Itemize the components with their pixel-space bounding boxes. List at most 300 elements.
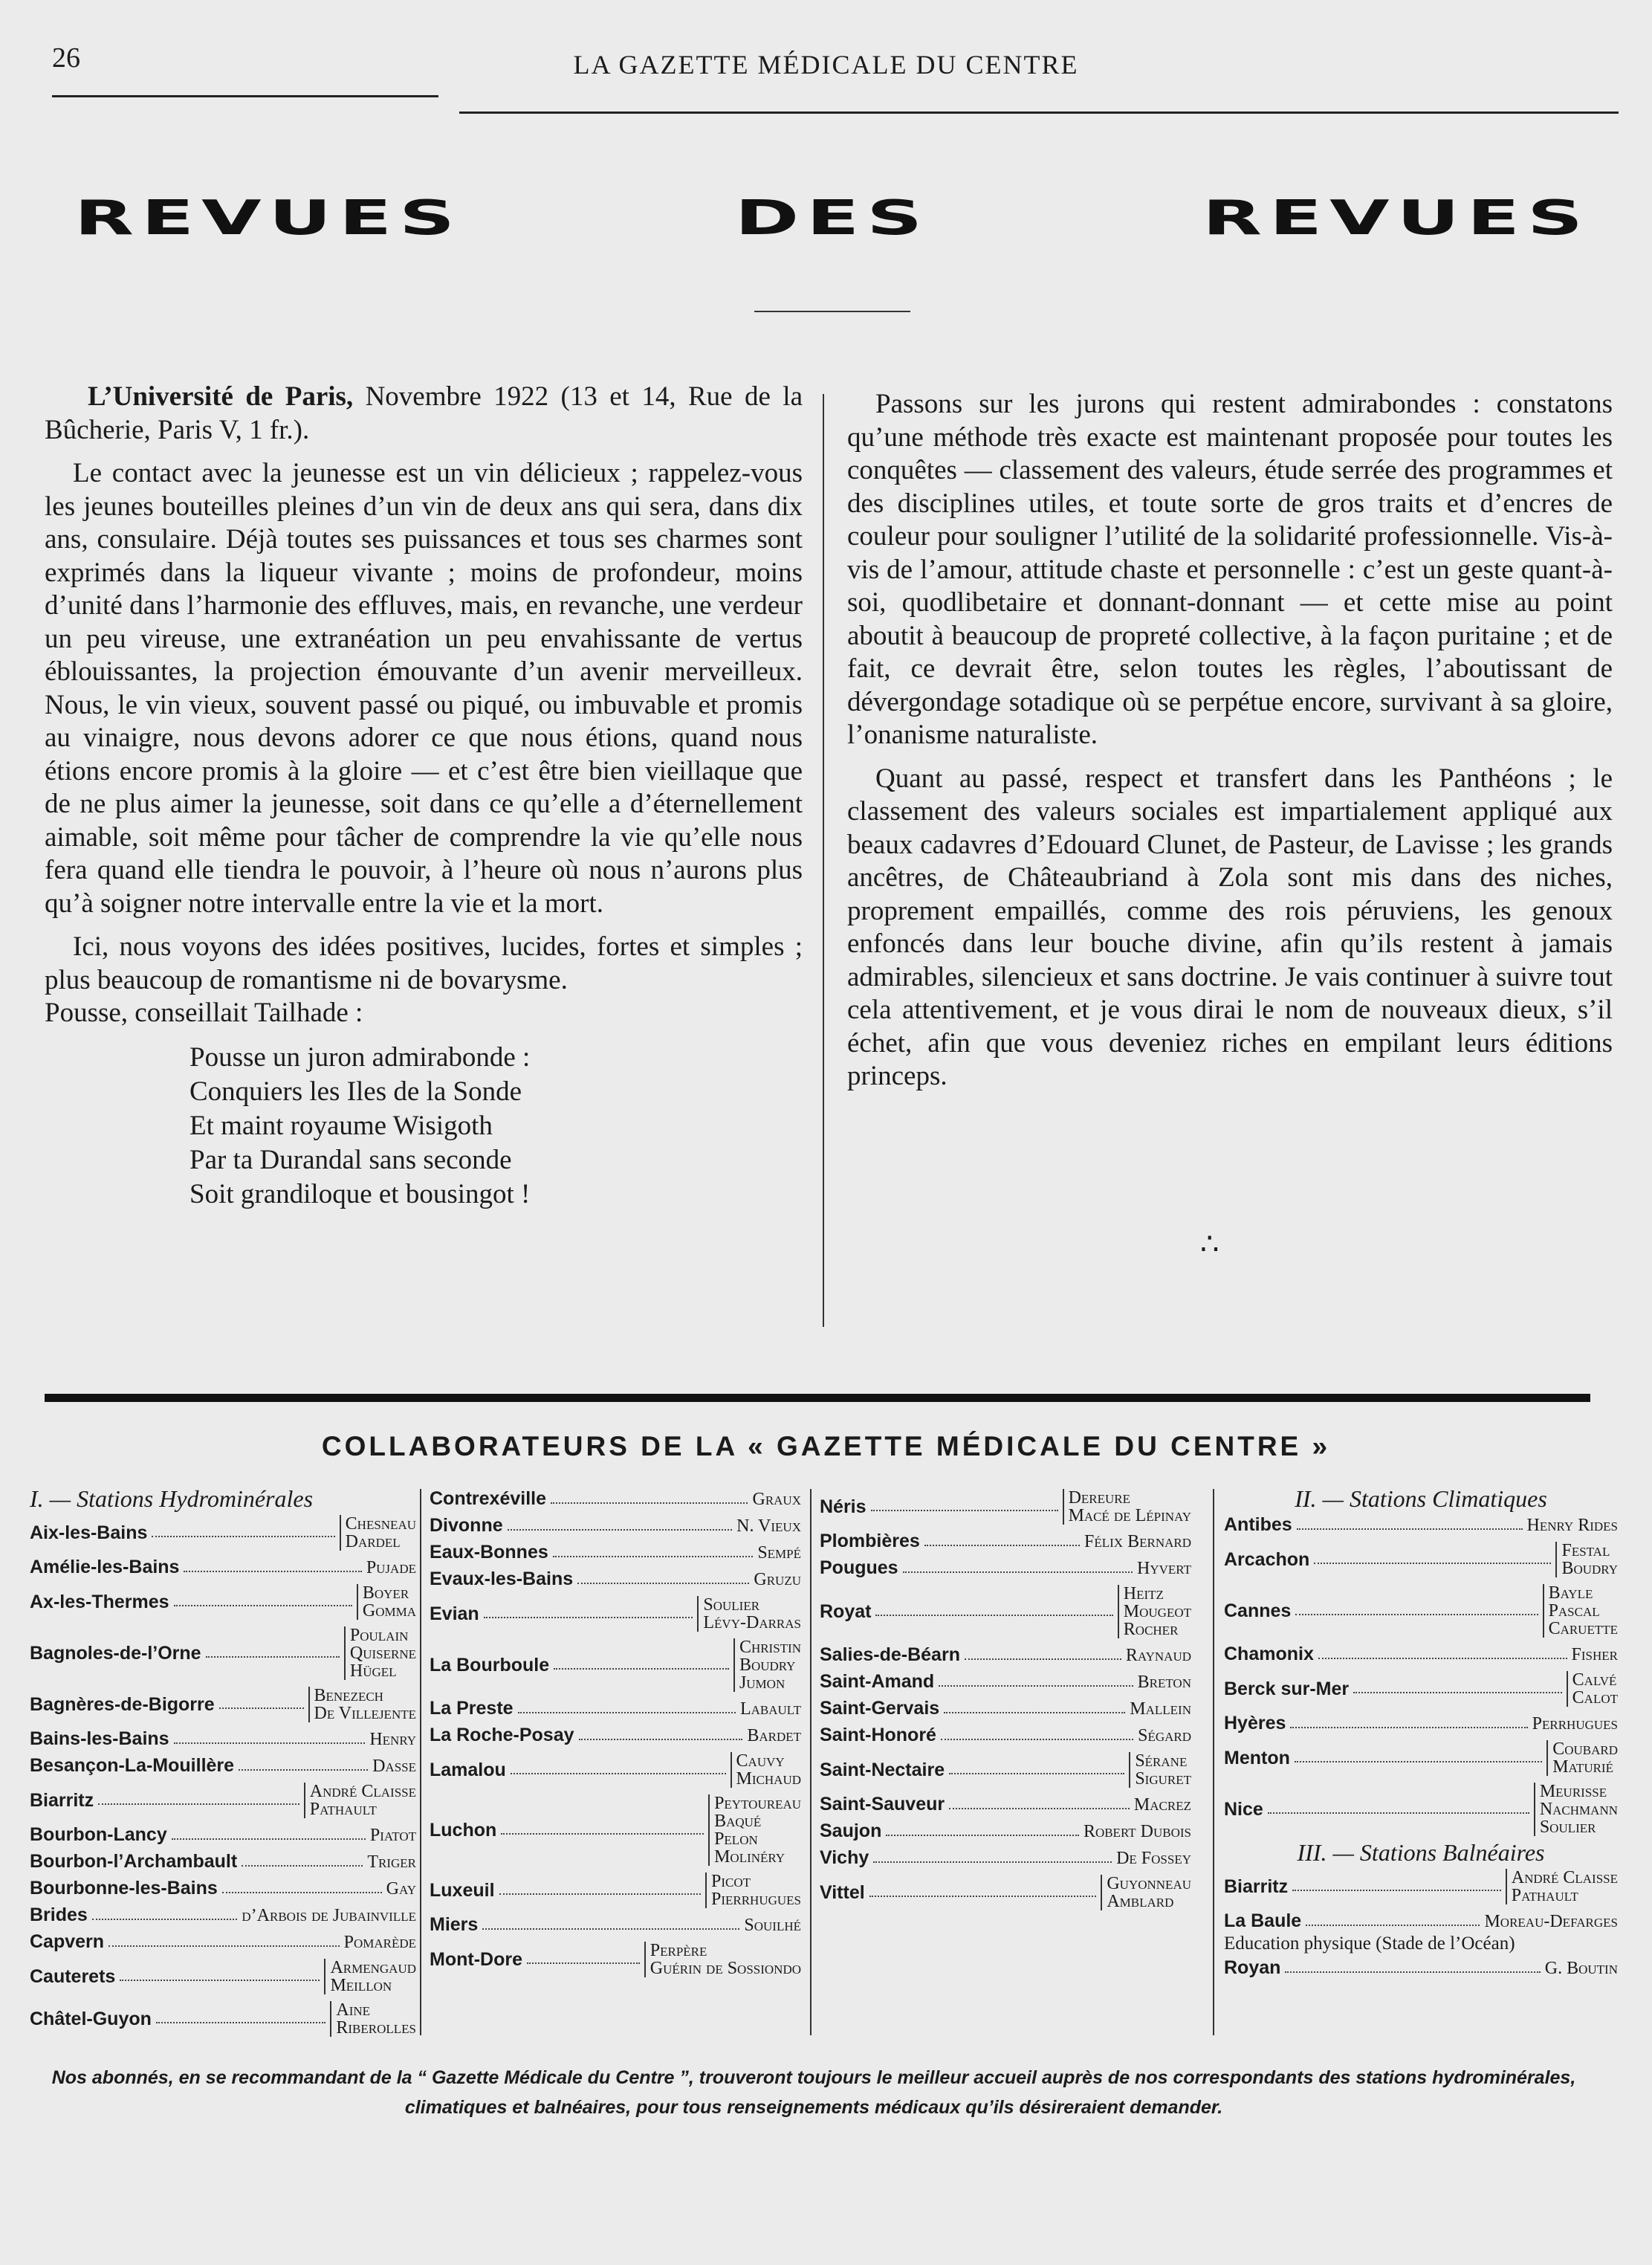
station-name: Saint-Gervais bbox=[820, 1698, 940, 1719]
station-name: Châtel-Guyon bbox=[30, 2008, 152, 2029]
leader-dots bbox=[965, 1651, 1121, 1660]
correspondent-names bbox=[744, 1916, 801, 1934]
correspondent-name: Lévy-Darras bbox=[703, 1613, 801, 1632]
station-list bbox=[820, 1489, 1191, 1910]
correspondent-name: Sempé bbox=[757, 1542, 801, 1563]
station-name: Chamonix bbox=[1224, 1644, 1314, 1664]
station-entry bbox=[30, 2001, 416, 2037]
correspondent-name: André Claisse bbox=[309, 1782, 416, 1801]
correspondent-name: Guérin de Sossiondo bbox=[650, 1959, 801, 1978]
station-name: Brides bbox=[30, 1904, 88, 1925]
leader-dots bbox=[527, 1955, 640, 1964]
station-name: Salies-de-Béarn bbox=[820, 1644, 960, 1665]
correspondent-names bbox=[697, 1596, 801, 1632]
station-entry bbox=[30, 1878, 416, 1899]
correspondent-names bbox=[1101, 1875, 1191, 1910]
station-entry bbox=[1224, 1515, 1618, 1535]
correspondent-names bbox=[1137, 1560, 1191, 1577]
correspondent-name: Labault bbox=[739, 1699, 801, 1719]
correspondent-name: De Fossey bbox=[1116, 1848, 1191, 1868]
header-rule-right bbox=[459, 112, 1619, 114]
station-name: Aix-les-Bains bbox=[30, 1522, 148, 1543]
station-entry bbox=[30, 1515, 416, 1551]
correspondent-name: Siguret bbox=[1135, 1769, 1191, 1789]
station-entry bbox=[1224, 1783, 1618, 1836]
correspondent-names bbox=[340, 1515, 416, 1551]
leader-dots bbox=[1292, 1882, 1501, 1891]
correspondent-name: Ségard bbox=[1138, 1725, 1191, 1745]
article-paragraph: Ici, nous voyons des idées positives, lucides, fortes et simples ; plus beaucoup de romantisme ni de bovarysme. bbox=[45, 931, 803, 995]
station-name: Eaux-Bonnes bbox=[430, 1542, 548, 1563]
correspondent-name: Perrhugues bbox=[1532, 1713, 1618, 1734]
correspondent-name: Sérane bbox=[1135, 1751, 1188, 1771]
leader-dots bbox=[924, 1537, 1080, 1546]
leader-dots bbox=[871, 1502, 1058, 1511]
correspondent-name: Dasse bbox=[372, 1756, 416, 1776]
leader-dots bbox=[1318, 1650, 1567, 1659]
correspondent-name: Dereure bbox=[1068, 1488, 1131, 1508]
station-name: Mont-Dore bbox=[430, 1948, 522, 1970]
correspondent-names bbox=[242, 1907, 416, 1925]
station-entry bbox=[30, 1825, 416, 1845]
leader-dots bbox=[242, 1858, 363, 1867]
station-name: La Baule bbox=[1224, 1910, 1302, 1931]
correspondent-names bbox=[733, 1638, 801, 1692]
station-entry bbox=[430, 1596, 801, 1632]
leader-dots bbox=[949, 1800, 1130, 1809]
station-name: Divonne bbox=[430, 1515, 503, 1536]
station-entry bbox=[430, 1489, 801, 1509]
section-separator bbox=[45, 1394, 1590, 1402]
station-name: Saint-Amand bbox=[820, 1671, 935, 1692]
correspondent-names bbox=[1534, 1783, 1618, 1836]
station-name: Bourbon-Lancy bbox=[30, 1824, 167, 1845]
correspondent-names bbox=[1138, 1727, 1191, 1745]
article-paragraph: Quant au passé, respect et transfert dans les Panthéons ; le classement des valeurs sociales est impartialement appliqué aux beaux cadavres d’Edouard Clunet, de Pasteur, de Lavisse ; les grands ancêtres, de Châteaubriand à Zola sont mis dans des niches, proprement empaillés, comme des rois péruviens, les genoux enfoncés dans leur bouche divine, afin qu’ils restent à jamais admirables, silencieux et sans doctrine. Je vais continuer à suivre tout cela attentivement, et je vous dirai le nom de nouveaux dieux, s’il échet, afin que vous deveniez riches en empilant leurs éditions princeps. bbox=[847, 763, 1613, 1091]
leader-dots bbox=[939, 1678, 1133, 1687]
article-left-column bbox=[45, 381, 803, 1212]
correspondent-names bbox=[731, 1752, 801, 1788]
subscribers-note: Nos abonnés, en se recommandant de la “ Gazette Médicale du Centre ”, trouveront toujours le meilleur accueil auprès de nos correspondants des stations hydrominérales, climatiques et balnéaires, pour tous renseignements médicaux qu’ils désireraient demander. bbox=[51, 2067, 1576, 2118]
leader-dots bbox=[1290, 1719, 1527, 1728]
correspondent-name: Pujade bbox=[366, 1557, 416, 1577]
article-lead bbox=[45, 381, 803, 447]
correspondent-names bbox=[752, 1490, 801, 1508]
correspondent-name: Chesneau bbox=[345, 1514, 416, 1534]
correspondent-name: Mougeot bbox=[1123, 1602, 1191, 1621]
correspondent-names bbox=[1116, 1849, 1191, 1867]
correspondent-name: Hügel bbox=[349, 1661, 397, 1681]
review-source-title: L’Université de Paris, bbox=[88, 381, 354, 412]
correspondent-name: Armengaud bbox=[330, 1958, 416, 1977]
station-entry bbox=[30, 1729, 416, 1749]
station-name: Contrexéville bbox=[430, 1488, 547, 1509]
station-name: Saint-Honoré bbox=[820, 1725, 936, 1745]
correspondent-name: Bayle bbox=[1548, 1583, 1593, 1603]
station-list bbox=[1224, 1869, 1618, 1931]
station-entry bbox=[820, 1875, 1191, 1910]
correspondent-name: Quiserne bbox=[349, 1644, 416, 1663]
correspondent-name: Boyer bbox=[362, 1583, 409, 1603]
station-name: Besançon-La-Mouillère bbox=[30, 1755, 235, 1776]
collaborators-column-2 bbox=[430, 1489, 801, 1984]
leader-dots bbox=[941, 1731, 1133, 1740]
correspondent-name: Gomma bbox=[362, 1601, 416, 1621]
correspondent-name: Moreau-Defarges bbox=[1484, 1911, 1618, 1931]
station-name: Vichy bbox=[820, 1847, 869, 1868]
article-right-column bbox=[847, 388, 1613, 1104]
correspondent-names bbox=[386, 1880, 416, 1898]
leader-dots bbox=[944, 1705, 1125, 1713]
header-rule-left bbox=[52, 95, 438, 97]
station-entry bbox=[430, 1699, 801, 1719]
station-name: Arcachon bbox=[1224, 1548, 1310, 1570]
station-list bbox=[30, 1515, 416, 2037]
leader-dots bbox=[499, 1886, 701, 1895]
station-name: Hyères bbox=[1224, 1713, 1286, 1734]
leader-dots bbox=[482, 1921, 739, 1930]
leader-dots bbox=[98, 1796, 299, 1805]
correspondent-name: Gruzu bbox=[754, 1569, 801, 1589]
correspondent-name: N. Vieux bbox=[736, 1516, 801, 1536]
correspondent-names bbox=[1543, 1584, 1618, 1638]
section-seaside: III. — Stations Balnéaires bbox=[1297, 1839, 1545, 1866]
leader-dots bbox=[551, 1495, 748, 1504]
leader-dots bbox=[152, 1528, 334, 1537]
poem-line: Pousse un juron admirabonde : bbox=[190, 1041, 531, 1073]
station-name: Luchon bbox=[430, 1819, 497, 1841]
station-entry bbox=[1224, 1958, 1618, 1978]
correspondent-name: Cauvy bbox=[736, 1751, 785, 1771]
correspondent-name: Maturié bbox=[1552, 1757, 1613, 1777]
correspondent-names bbox=[367, 1853, 416, 1871]
leader-dots bbox=[239, 1762, 368, 1771]
station-name: Royan bbox=[1224, 1957, 1281, 1978]
correspondent-name: Nachmann bbox=[1539, 1800, 1618, 1819]
correspondent-name: Pomarède bbox=[343, 1932, 416, 1952]
correspondent-name: Félix Bernard bbox=[1084, 1531, 1191, 1551]
correspondent-names bbox=[357, 1584, 416, 1620]
correspondent-name: De Villejente bbox=[314, 1704, 416, 1723]
station-name: La Roche-Posay bbox=[430, 1725, 574, 1745]
correspondent-name: Pelon bbox=[714, 1829, 758, 1849]
correspondent-name: Graux bbox=[752, 1489, 801, 1509]
station-entry bbox=[1224, 1671, 1618, 1707]
station-entry bbox=[820, 1672, 1191, 1692]
correspondent-name: Piatot bbox=[369, 1825, 416, 1845]
correspondent-name: d’Arbois de Jubainville bbox=[242, 1905, 416, 1925]
poem-line: Et maint royaume Wisigoth bbox=[190, 1110, 493, 1141]
correspondent-name: Guyonneau bbox=[1107, 1874, 1191, 1893]
correspondent-names bbox=[324, 1959, 416, 1994]
station-entry bbox=[430, 1725, 801, 1745]
station-name: Néris bbox=[820, 1496, 867, 1517]
station-entry bbox=[820, 1725, 1191, 1745]
correspondent-names bbox=[1063, 1489, 1191, 1525]
correspondent-name: Pierrhugues bbox=[710, 1890, 801, 1909]
correspondent-names bbox=[372, 1757, 416, 1775]
correspondent-name: Breton bbox=[1137, 1672, 1191, 1692]
station-name: Bourbon-l’Archambault bbox=[30, 1851, 238, 1872]
correspondent-names bbox=[754, 1571, 801, 1589]
station-entry bbox=[1224, 1584, 1618, 1638]
correspondent-name: Benezech bbox=[314, 1686, 383, 1705]
correspondent-names bbox=[1545, 1959, 1618, 1977]
section-hydromineral: I. — Stations Hydrominérales bbox=[30, 1485, 314, 1512]
column-divider bbox=[810, 1489, 812, 2035]
correspondent-name: Christin bbox=[739, 1638, 801, 1657]
leader-dots bbox=[156, 2014, 325, 2023]
leader-dots bbox=[553, 1548, 754, 1557]
station-entry bbox=[820, 1794, 1191, 1815]
physical-education-line: Education physique (Stade de l’Océan) bbox=[1224, 1933, 1515, 1954]
correspondent-name: Souilhé bbox=[744, 1915, 801, 1935]
correspondent-names bbox=[1134, 1796, 1191, 1814]
station-name: Evian bbox=[430, 1603, 479, 1624]
station-name: Luxeuil bbox=[430, 1879, 495, 1901]
correspondent-name: Dardel bbox=[345, 1532, 401, 1551]
correspondent-name: Pascal bbox=[1548, 1601, 1600, 1621]
station-name: Vittel bbox=[820, 1881, 865, 1903]
station-name: Cannes bbox=[1224, 1600, 1292, 1621]
column-divider bbox=[420, 1489, 421, 2035]
correspondent-names bbox=[369, 1731, 416, 1748]
station-name: Biarritz bbox=[30, 1789, 94, 1811]
article-paragraph: Passons sur les jurons qui restent admirabondes : constatons qu’une méthode très exacte est maintenant proposée pour toutes les conquêtes — classement des valeurs, étude serrée des programmes et des disciplines utiles, et toute sorte de gros traits et d’encres de couleur pour souligner l’utilité de la solidarité professionnelle. Vis-à-vis de l’amour, attitude chaste et personnelle : c’est un geste quant-à-soi, quodlibetaire et donnant-donnant — et cette mise au point aboutit à beaucoup de propreté collective, à la façon puritaine ; et de fait, ce devrait être, selon toutes les règles, l’aboutissant de dévergondage sotadique où se perpétue encore, survivant à sa gloire, l’onanisme naturaliste. bbox=[847, 389, 1613, 750]
leader-dots bbox=[108, 1938, 340, 1947]
station-entry bbox=[430, 1542, 801, 1563]
station-entry bbox=[30, 1852, 416, 1872]
correspondent-name: G. Boutin bbox=[1544, 1958, 1618, 1978]
correspondent-name: Rocher bbox=[1123, 1620, 1179, 1639]
correspondent-names bbox=[1567, 1671, 1618, 1707]
section-climatic: II. — Stations Climatiques bbox=[1295, 1485, 1547, 1512]
correspondent-name: Hyvert bbox=[1137, 1558, 1191, 1578]
leader-dots bbox=[219, 1700, 304, 1709]
correspondent-name: Baqué bbox=[714, 1812, 762, 1831]
correspondent-name: Gay bbox=[386, 1878, 416, 1899]
station-entry bbox=[820, 1558, 1191, 1578]
correspondent-name: Pathault bbox=[309, 1800, 377, 1819]
station-entry bbox=[430, 1794, 801, 1866]
station-name: Bagnoles-de-l’Orne bbox=[30, 1642, 201, 1664]
leader-dots bbox=[1268, 1805, 1529, 1814]
collaborators-column-1 bbox=[30, 1485, 416, 2043]
leader-dots bbox=[949, 1765, 1124, 1774]
correspondent-names bbox=[1506, 1869, 1618, 1904]
station-entry bbox=[430, 1915, 801, 1935]
leader-dots bbox=[92, 1911, 238, 1920]
leader-dots bbox=[511, 1765, 726, 1774]
correspondent-name: Fisher bbox=[1571, 1644, 1618, 1664]
correspondent-name: Michaud bbox=[736, 1769, 801, 1789]
running-title: LA GAZETTE MÉDICALE DU CENTRE bbox=[573, 50, 1079, 80]
correspondent-names bbox=[1532, 1715, 1618, 1733]
collaborators-column-3 bbox=[820, 1489, 1191, 1917]
correspondent-names bbox=[736, 1517, 801, 1535]
station-entry bbox=[1224, 1644, 1618, 1664]
correspondent-name: Boudry bbox=[1561, 1559, 1618, 1578]
correspondent-name: Pathault bbox=[1511, 1886, 1578, 1905]
station-name: Saint-Sauveur bbox=[820, 1794, 945, 1815]
correspondent-names bbox=[1484, 1913, 1618, 1930]
correspondent-name: Caruette bbox=[1548, 1619, 1618, 1638]
correspondent-name: Soulier bbox=[703, 1595, 760, 1615]
correspondent-names bbox=[308, 1687, 416, 1722]
leader-dots bbox=[886, 1827, 1079, 1836]
section-title bbox=[74, 190, 1590, 246]
correspondent-names bbox=[747, 1727, 801, 1745]
column-divider bbox=[823, 394, 824, 1327]
asterism: ∴ bbox=[1200, 1227, 1224, 1261]
station-name: La Bourboule bbox=[430, 1654, 550, 1676]
station-entry bbox=[1224, 1911, 1618, 1931]
station-name: Pougues bbox=[820, 1557, 898, 1578]
correspondent-name: Meurisse bbox=[1539, 1782, 1607, 1801]
station-entry bbox=[430, 1516, 801, 1536]
station-entry bbox=[430, 1752, 801, 1788]
correspondent-name: Soulier bbox=[1539, 1818, 1596, 1837]
correspondent-names bbox=[304, 1783, 416, 1818]
correspondent-name: Bardet bbox=[747, 1725, 801, 1745]
correspondent-name: Picot bbox=[710, 1872, 751, 1891]
station-entry bbox=[820, 1699, 1191, 1719]
title-word-3: REVUES bbox=[1202, 190, 1590, 246]
station-entry bbox=[1224, 1713, 1618, 1734]
station-entry bbox=[820, 1645, 1191, 1665]
station-entry bbox=[30, 1905, 416, 1925]
station-name: Evaux-les-Bains bbox=[430, 1568, 574, 1589]
collaborators-column-4 bbox=[1224, 1485, 1618, 1985]
leader-dots bbox=[873, 1854, 1112, 1863]
correspondent-name: Jumon bbox=[739, 1673, 785, 1693]
leader-dots bbox=[184, 1563, 361, 1572]
correspondent-name: Raynaud bbox=[1125, 1645, 1191, 1665]
leader-dots bbox=[501, 1826, 704, 1835]
correspondent-names bbox=[1572, 1646, 1618, 1664]
correspondent-names bbox=[370, 1826, 416, 1844]
leader-dots bbox=[1285, 1964, 1540, 1973]
station-name: La Preste bbox=[430, 1698, 514, 1719]
correspondent-names bbox=[757, 1544, 801, 1562]
correspondent-name: Perpère bbox=[650, 1941, 707, 1960]
correspondent-name: André Claisse bbox=[1511, 1868, 1618, 1887]
station-name: Antibes bbox=[1224, 1514, 1292, 1535]
station-name: Plombières bbox=[820, 1531, 920, 1551]
leader-dots bbox=[869, 1888, 1097, 1897]
leader-dots bbox=[1314, 1555, 1551, 1564]
review-source-details: Novembre 1922 (13 et 14, Rue de la Bûcherie, Paris V, 1 fr.). bbox=[45, 381, 803, 445]
correspondent-name: Peytoureau bbox=[714, 1794, 801, 1813]
station-name: Saujon bbox=[820, 1820, 882, 1841]
correspondent-name: Macé de Lépinay bbox=[1068, 1506, 1191, 1525]
correspondent-name: Festal bbox=[1561, 1541, 1610, 1560]
correspondent-name: Riberolles bbox=[336, 2018, 416, 2038]
correspondent-name: Calvé bbox=[1572, 1670, 1617, 1690]
correspondent-name: Macrez bbox=[1133, 1794, 1191, 1815]
station-entry bbox=[430, 1638, 801, 1692]
station-entry bbox=[820, 1585, 1191, 1638]
station-entry bbox=[1224, 1740, 1618, 1776]
station-name: Ax-les-Thermes bbox=[30, 1591, 169, 1612]
correspondent-name: Meillon bbox=[330, 1976, 392, 1995]
station-entry bbox=[820, 1821, 1191, 1841]
correspondent-name: Boudry bbox=[739, 1655, 796, 1675]
title-rule bbox=[754, 311, 910, 312]
leader-dots bbox=[1295, 1754, 1542, 1762]
poem-intro: Pousse, conseillait Tailhade : bbox=[45, 998, 363, 1028]
article-paragraph: Le contact avec la jeunesse est un vin délicieux ; rappelez-vous les jeunes bouteilles pleines d’un vin de deux ans qui sera, dans dix ans, consulaire. Déjà toutes ses puissances et tous ses charmes sont exprimés dans la liqueur vivante ; moins de profondeur, moins d’unité dans l’harmonie des effluves, mais, en revanche, une verdeur un peu vireuse, une extranéation un peu envahissante de vertus éblouissantes, la projection émouvante d’un avenir merveilleux. Nous, le vin vieux, souvent passé ou piqué, ou imbuvable et promis au vinaigre, nous devons adorer ce que nous étions, quand nous étions encore promis à la gloire — et c’est être bien vieillaque que de ne plus aimer la jeunesse, soit dans ce qu’elle a d’éternellement aimable, soit même pour tâcher de comprendre la vie qu’elle nous fera quand elle tiendra le pouvoir, à l’heure où nous n’aurons plus qu’à soigner notre intervalle entre la vie et la mort. bbox=[45, 458, 803, 919]
correspondent-names bbox=[1129, 1752, 1191, 1788]
correspondent-names bbox=[705, 1873, 801, 1908]
station-entry bbox=[1224, 1542, 1618, 1577]
station-entry bbox=[430, 1873, 801, 1908]
leader-dots bbox=[206, 1649, 340, 1658]
station-name: Miers bbox=[430, 1914, 479, 1935]
station-entry bbox=[30, 1687, 416, 1722]
poem-line: Conquiers les Iles de la Sonde bbox=[190, 1076, 522, 1107]
station-name: Berck sur-Mer bbox=[1224, 1678, 1350, 1699]
correspondent-name: Coubard bbox=[1552, 1739, 1618, 1759]
correspondent-name: Henry Rides bbox=[1526, 1515, 1618, 1535]
station-name: Royat bbox=[820, 1600, 872, 1622]
column-divider bbox=[1213, 1489, 1214, 2035]
title-word-2: DES bbox=[734, 190, 930, 246]
station-name: Saint-Nectaire bbox=[820, 1759, 945, 1780]
leader-dots bbox=[579, 1731, 743, 1740]
correspondent-names bbox=[1138, 1673, 1191, 1691]
station-name: Bourbonne-les-Bains bbox=[30, 1878, 218, 1899]
correspondent-name: Calot bbox=[1572, 1688, 1618, 1707]
station-list bbox=[1224, 1958, 1618, 1978]
correspondent-names bbox=[1546, 1740, 1618, 1776]
correspondent-names bbox=[344, 1933, 416, 1951]
leader-dots bbox=[518, 1705, 736, 1713]
correspondent-names bbox=[644, 1942, 801, 1977]
poem-line: Soit grandiloque et bousingot ! bbox=[190, 1178, 531, 1209]
leader-dots bbox=[172, 1831, 366, 1840]
leader-dots bbox=[1297, 1521, 1523, 1530]
leader-dots bbox=[484, 1609, 693, 1618]
poem-line: Par ta Durandal sans seconde bbox=[190, 1144, 512, 1175]
correspondent-name: Heitz bbox=[1123, 1584, 1164, 1603]
station-entry bbox=[820, 1848, 1191, 1868]
station-name: Bagnères-de-Bigorre bbox=[30, 1693, 215, 1715]
correspondent-name: Aine bbox=[336, 2000, 371, 2020]
station-name: Nice bbox=[1224, 1798, 1263, 1820]
station-entry bbox=[820, 1489, 1191, 1525]
correspondent-names bbox=[1130, 1700, 1191, 1718]
station-entry bbox=[30, 1959, 416, 1994]
correspondent-names bbox=[366, 1559, 416, 1577]
correspondent-names bbox=[1084, 1533, 1191, 1551]
leader-dots bbox=[174, 1735, 366, 1744]
correspondent-names bbox=[1126, 1647, 1191, 1664]
correspondent-names bbox=[708, 1794, 801, 1866]
leader-dots bbox=[174, 1597, 352, 1606]
station-name: Amélie-les-Bains bbox=[30, 1557, 180, 1577]
leader-dots bbox=[508, 1522, 733, 1531]
station-name: Biarritz bbox=[1224, 1875, 1289, 1897]
page-number: 26 bbox=[52, 42, 80, 74]
station-list bbox=[1224, 1515, 1618, 1836]
title-word-1: REVUES bbox=[74, 190, 463, 246]
correspondent-names bbox=[1083, 1823, 1191, 1841]
leader-dots bbox=[1295, 1606, 1538, 1615]
station-entry bbox=[430, 1942, 801, 1977]
correspondent-name: Robert Dubois bbox=[1083, 1821, 1191, 1841]
station-name: Menton bbox=[1224, 1747, 1290, 1768]
